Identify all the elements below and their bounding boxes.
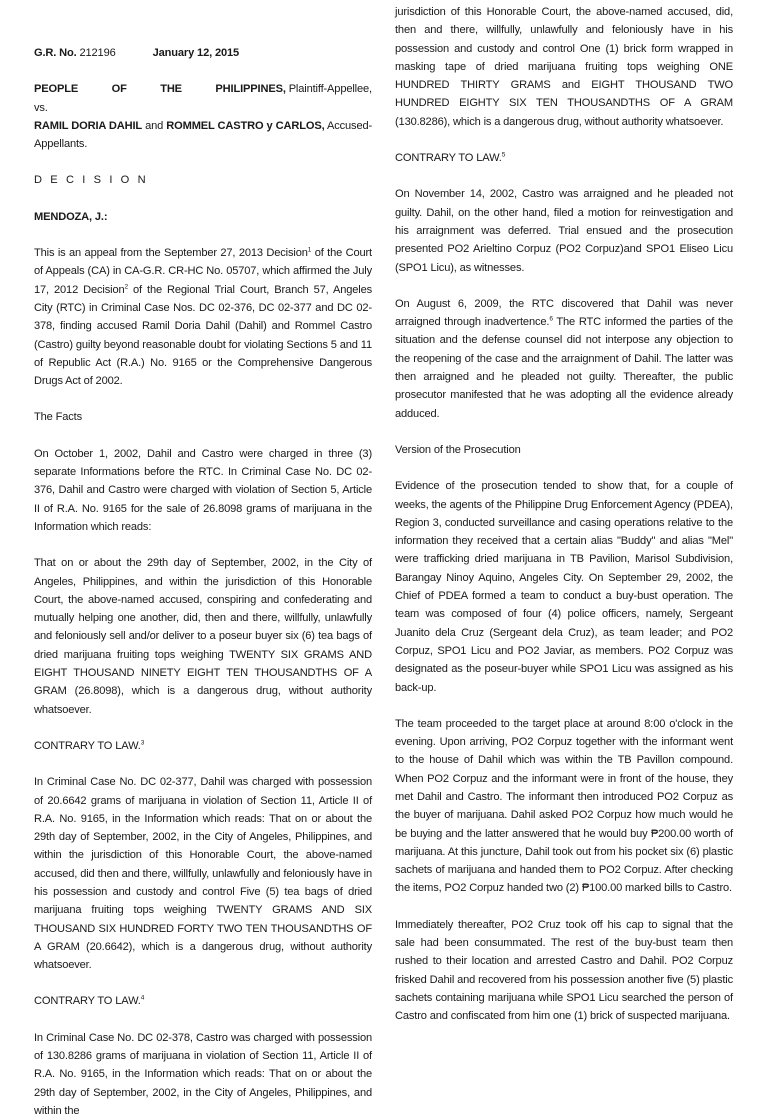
versus: vs. [34,101,48,114]
prosecution-paragraph-3: Immediately thereafter, PO2 Cruz took off his cap to signal that the sale had been consummated. The rest of the buy-bust team then rushed to their location and arrested Castro and Dahil. PO2 Corpuz frisked Dahil and recovered from his possession another five (5) plastic sachets containing marijuana while SPO1 Licu searched the person of Castro and confiscated from him one (1) brick of suspected marijuana. [395,918,733,1023]
case-378-continued: jurisdiction of this Honorable Court, the above-named accused, did, then and there, willfully, unlawfully and feloniously have in his possession and custody and control One (1) brick form wrapped in masking tape of dried marijuana fruiting tops weighing ONE HUNDRED THIRTY GRAMS and EIGHT THOUSAND TWO HUNDRED EIGHTY SIX TEN THOUSANDTHS OF A GRAM (130.8286), which is a dangerous drug, without authority whatsoever. [395,6,733,128]
people-party: PEOPLE OF THE PHILIPPINES, Plaintiff-Appellee, [34,83,372,96]
footnote-ref[interactable]: 2 [124,282,128,290]
right-column [395,0,733,1026]
contrary-to-law: CONTRARY TO LAW.$^3$ [34,739,145,752]
facts-heading: The Facts [34,411,82,424]
footnote-ref[interactable]: 6 [549,315,553,323]
decision-date: January 12, 2015 [152,47,240,59]
decision-heading: D E C I S I O N [34,174,149,187]
reopening-paragraph: On August 6, 2009, the RTC discovered that Dahil was never arraigned through inadvertence.$^6$ The RTC informed the parties of the situation and the defense counsel did not interpose any objection to the reopening of the case and the arraignment of Dahil. The latter was then arraigned and he pleaded not guilty. Thereafter, the public prosecutor manifested that he was adopting all the evidence already adduced. [395,297,733,420]
gr-number: 212196 [79,47,116,59]
left-column [34,0,372,1120]
footnote-ref[interactable]: 1 [307,246,312,254]
plaintiff-role: Plaintiff-Appellee, [288,83,372,96]
arraignment-paragraph: On November 14, 2002, Castro was arraigned and he pleaded not guilty. Dahil, on the other hand, filed a motion for reinvestigation and his arraignment was deferred. Trial ensued and the prosecution presented PO2 Arieltino Corpuz (PO2 Corpuz)and SPO1 Eliseo Licu (SPO1 Licu), as witnesses. [395,188,733,274]
footnote-ref[interactable]: 5 [501,151,506,159]
contrary-to-law: CONTRARY TO LAW.$^4$ [34,994,145,1008]
prosecution-paragraph-2: The team proceeded to the target place at around 8:00 o'clock in the evening. Upon arriving, PO2 Corpuz together with the informant went to the house of Dahil which was within the TB Pavillon compound. When PO2 Corpuz and the informant were in front of the house, they met Dahil and Castro. The informant then introduced PO2 Corpuz as the buyer of marijuana. Dahil asked PO2 Corpuz how much would he be buying and the latter answered that he would buy ₱200.00 worth of marijuana. At this juncture, Dahil took out from his pocket six (6) plastic sachets of marijuana and handed them to PO2 Corpuz. After checking the items, PO2 Corpuz handed two (2) ₱100.00 marked bills to Castro. [395,717,733,895]
footnote-ref[interactable]: 4 [140,994,145,1002]
prosecution-paragraph-1: Evidence of the prosecution tended to show that, for a couple of weeks, the agents of the Philippine Drug Enforcement Agency (PDEA), Region 3, conducted surveillance and casing operations relative to the information they received that a certain alias "Buddy" and alias "Mel" were trafficking dried marijuana in TB Pavilion, Marisol Subdivision, Barangay Ninoy Aquino, Angeles City. On September 29, 2002, the Chief of PDEA formed a team to conduct a buy-bust operation. The team was composed of four (4) police officers, namely, Sergeant Juanito dela Cruz (Sergeant dela Cruz), as team leader; and PO2 Corpuz, SPO1 Licu and PO2 Javiar, as members. PO2 Corpuz was designated as the poseur-buyer while SPO1 Licu was assigned as his back-up. [395,480,733,694]
ponente: MENDOZA, J.: [34,210,108,223]
accused-party: RAMIL DORIA DAHIL and ROMMEL CASTRO y CARLOS, Accused-Appellants. [34,119,373,151]
footnote-ref[interactable]: 3 [140,739,145,747]
gr-label: G.R. No. [34,47,77,59]
case-378-paragraph: In Criminal Case No. DC 02-378, Castro was charged with possession of 130.8286 grams of marijuana in violation of Section 11, Article II of R.A. No. 9165, in the Information which reads: That on or about the 29th day of September, 2002, in the City of Angeles, Philippines, and within the [34,1031,372,1117]
prosecution-heading: Version of the Prosecution [395,443,521,456]
contrary-to-law: CONTRARY TO LAW.$^5$ [395,151,506,165]
intro-paragraph: This is an appeal from the September 27, 2013 Decision$^1$ of the Court of Appeals (CA) in CA-G.R. CR-HC No. 05707, which affirmed the July 17, 2012 Decision$^2$ of the Regional Trial Court, Branch 57, Angeles City (RTC) in Criminal Case Nos. DC 02-376, DC 02-377 and DC 02-378, finding accused Ramil Doria Dahil (Dahil) and Rommel Castro (Castro) guilty beyond reasonable doubt for violating Sections 5 and 11 of Republic Act (R.A.) No. 9165 or the Comprehensive Dangerous Drugs Act of 2002. [34,246,373,388]
information-376: That on or about the 29th day of September, 2002, in the City of Angeles, Philippines, and within the jurisdiction of this Honorable Court, the above-named accused, conspiring and confederating and mutually helping one another, did, then and there, willfully, unlawfully and feloniously sell and/or deliver to a poseur buyer six (6) tea bags of dried marijuana fruiting tops weighing TWENTY SIX GRAMS AND EIGHT THOUSAND NINETY EIGHT TEN THOUSANDTHS OF A GRAM (26.8098), which is a dangerous drug, without authority whatsoever. [34,557,372,716]
facts-paragraph: On October 1, 2002, Dahil and Castro were charged in three (3) separate Informations before the RTC. In Criminal Case No. DC 02-376, Dahil and Castro were charged with violation of Section 5, Article II of R.A. No. 9165 for the sale of 26.8098 grams of marijuana in the Information which reads: [34,447,372,533]
case-377-paragraph: In Criminal Case No. DC 02-377, Dahil was charged with possession of 20.6642 grams of marijuana in violation of Section 11, Article II of R.A. No. 9165, in the Information which reads: That on or about the 29th day of September, 2002, in the City of Angeles, Philippines, and within the jurisdiction of this Honorable Court, the above-named accused, did then and there, willfully, unlawfully and feloniously have in his possession and custody and control Five (5) tea bags of dried marijuana fruiting tops weighing TWENTY GRAMS AND SIX THOUSAND SIX HUNDRED FORTY TWO TEN THOUSANDTHS OF A GRAM (20.6642), which is a dangerous drug, without authority whatsoever. [34,776,372,972]
case-header [34,44,372,62]
